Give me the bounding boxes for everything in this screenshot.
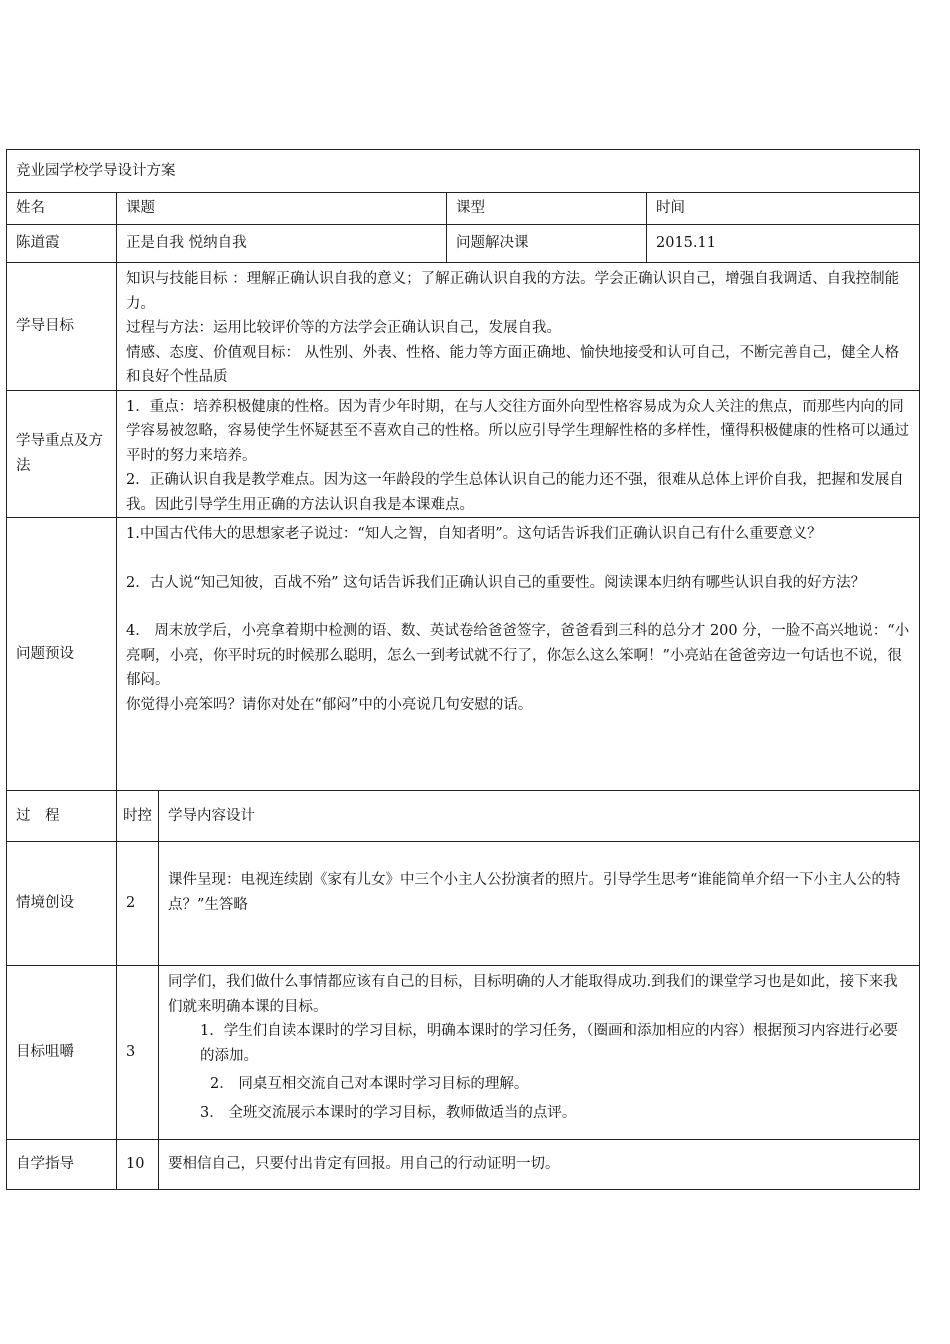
content-goal-digest [159,966,920,1140]
focus-difficulty: 2．正确认识自我是教学难点。因为这一年龄段的学生总体认识自己的能力还不强，很难从总体上评价自我，把握和发展自我。因此引导学生用正确的方法认识自我是本课难点。 [126,472,904,513]
stage-goal-digest: 目标咀嚼 [7,966,117,1140]
goal-digest-item-3: 3． 全班交流展示本课时的学习目标，教师做适当的点评。 [200,1104,577,1121]
goal-knowledge: 知识与技能目标 ：理解正确认识自我的意义；了解正确认识自我的方法。学会正确认识自己，增强自我调适、自我控制能力。 [126,271,900,312]
goal-digest-item-2: 2． 同桌互相交流自己对本课时学习目标的理解。 [210,1076,529,1092]
content-design-header: 学导内容设计 [159,791,920,842]
question-4: 4． 周末放学后，小亮拿着期中检测的语、数、英试卷给爸爸签字，爸爸看到三科的总分才 200 分，一脸不高兴地说：“小亮啊，小亮，你平时玩的时候那么聪明，怎么一到考试就不行了，你怎么这么笨啊！”小亮站在爸爸旁边一句话也不说，很郁闷。 [126,623,910,688]
time-goal-digest: 3 [117,966,159,1140]
question-1: 1.中国古代伟大的思想家老子说过：“知人之智，自知者明”。这句话告诉我们正确认识自己有什么重要意义？ [126,526,822,542]
type-label: 课型 [447,193,647,225]
goal-process: 过程与方法：运用比较评价等的方法学会正确认识自己，发展自我。 [126,320,561,336]
question-4-prompt: 你觉得小亮笨吗？请你对处在“郁闷”中的小亮说几句安慰的话。 [126,696,533,713]
topic-label: 课题 [117,193,447,225]
content-self-study: 要相信自己，只要付出肯定有回报。用自己的行动证明一切。 [159,1140,920,1190]
content-situation: 课件呈现：电视连续剧《家有儿女》中三个小主人公扮演者的照片。引导学生思考“谁能简单介绍一下小主人公的特点？”生答略 [159,842,920,966]
goals-label: 学导目标 [7,263,117,391]
stage-self-study: 自学指导 [7,1140,117,1190]
name-label: 姓名 [7,193,117,225]
focus-key-point: 1．重点：培养积极健康的性格。因为青少年时期，在与人交往方面外向型性格容易成为众人关注的焦点，而那些内向的同学容易被忽略，容易使学生怀疑甚至不喜欢自己的性格。所以应引导学生理解性格的多样性，懂得积极健康的性格可以通过平时的努力来培养。 [126,398,909,464]
lesson-plan-sheet [6,149,919,1190]
goals-content [117,263,920,391]
lesson-time: 2015.11 [647,225,920,263]
time-self-study: 10 [117,1140,159,1190]
teacher-name: 陈道霞 [7,225,117,263]
lesson-topic: 正是自我 悦纳自我 [117,225,447,263]
process-column-header: 过 程 [7,791,117,842]
question-2: 2．古人说“知己知彼，百战不殆” 这句话告诉我们正确认识自己的重要性。阅读课本归纳有哪些认识自我的好方法？ [126,574,866,591]
stage-situation: 情境创设 [7,842,117,966]
lesson-plan-table [6,149,920,1190]
time-control-header: 时控 [117,791,159,842]
goal-emotion: 情感、态度、价值观目标： 从性别、外表、性格、能力等方面正确地、愉快地接受和认可自己，不断完善自己，健全人格和良好个性品质 [126,344,900,385]
document-title: 竞业园学校学导设计方案 [7,150,920,193]
focus-label: 学导重点及方法 [7,390,117,518]
goal-digest-intro: 同学们，我们做什么事情都应该有自己的目标，目标明确的人才能取得成功.到我们的课堂学习也是如此，接下来我们就来明确本课的目标。 [168,974,898,1015]
questions-label: 问题预设 [7,518,117,791]
time-situation: 2 [117,842,159,966]
focus-content [117,390,920,518]
time-label: 时间 [647,193,920,225]
questions-content [117,518,920,791]
goal-digest-item-1: 1．学生们自读本课时的学习目标，明确本课时的学习任务，（圈画和添加相应的内容）根据预习内容进行必要的添加。 [200,1023,898,1064]
lesson-type: 问题解决课 [447,225,647,263]
